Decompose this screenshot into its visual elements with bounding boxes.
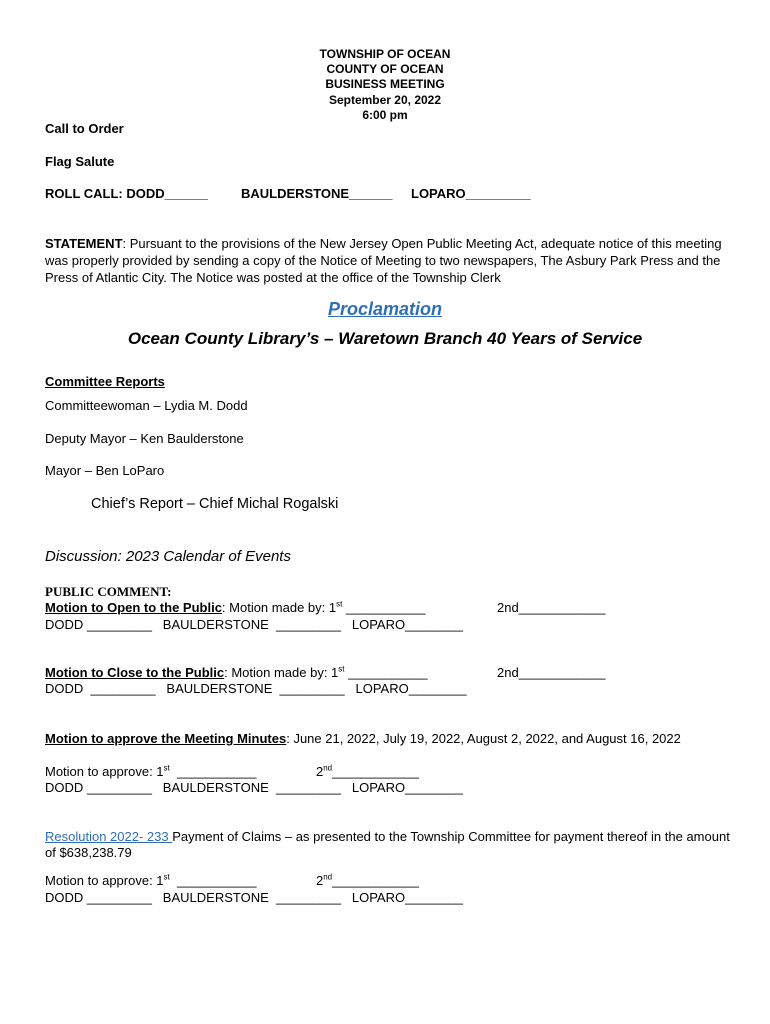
proclamation-title: Ocean County Library’s – Waretown Branch 40 Years of Service [127, 329, 643, 348]
statement-text: : Pursuant to the provisions of the New Jersey Open Public Meeting Act, adequate notice of this meeting was properly provided by sending a copy of the Notice of Meeting to two newspapers, The Asbury Park Press and the Press of Atlantic City. The Notice was posted at the office of the Township Clerk [45, 236, 722, 285]
motion-open-vote: DODD _________ BAULDERSTONE _________ LOPARO________ [45, 617, 463, 632]
motion-close-made-by: : Motion made by: 1 [224, 665, 339, 680]
resolution-first-blank: ___________ [169, 873, 257, 888]
motion-open-second: 2nd____________ [497, 600, 606, 615]
motion-open-first-blank: ___________ [342, 600, 426, 615]
call-to-order: Call to Order [45, 121, 124, 136]
motion-close-line [45, 665, 428, 680]
minutes-first-sup: st [163, 763, 170, 773]
motion-close-first-sup: st [338, 664, 345, 674]
minutes-vote: DODD _________ BAULDERSTONE _________ LOPARO________ [45, 780, 463, 795]
resolution-vote: DODD _________ BAULDERSTONE _________ LOPARO________ [45, 890, 463, 905]
resolution-second-prefix: 2 [316, 873, 324, 888]
motion-open-made-by: : Motion made by: 1 [221, 600, 337, 615]
resolution-second-blank: ____________ [332, 873, 419, 888]
motion-open-line [45, 600, 425, 615]
minutes-second-line [316, 764, 419, 779]
motion-close-first-blank: ___________ [344, 665, 428, 680]
motion-open-label: Motion to Open to the Public [45, 600, 222, 615]
roll-call-baulderstone: BAULDERSTONE______ [241, 186, 393, 201]
meeting-header [250, 47, 520, 123]
motion-close-vote: DODD _________ BAULDERSTONE _________ LOPARO________ [45, 681, 467, 696]
resolution-paragraph [45, 829, 735, 861]
resolution-text: Payment of Claims – as presented to the Township Committee for payment thereof in the amount of $638,238.79 [45, 829, 730, 860]
minutes-first-blank: ___________ [169, 764, 257, 779]
resolution-second-sup: nd [323, 872, 333, 882]
committee-report-baulderstone: Deputy Mayor – Ken Baulderstone [45, 431, 244, 446]
minutes-label: Motion to approve the Meeting Minutes [45, 731, 287, 746]
minutes-second-sup: nd [323, 763, 333, 773]
minutes-paragraph [45, 731, 735, 747]
motion-close-second: 2nd____________ [497, 665, 606, 680]
header-meeting-type: BUSINESS MEETING [325, 77, 445, 92]
motion-close-label: Motion to Close to the Public [45, 665, 225, 680]
committee-report-loparo: Mayor – Ben LoParo [45, 463, 165, 478]
committee-reports-heading: Committee Reports [45, 374, 165, 389]
resolution-link[interactable]: Resolution 2022- 233 [45, 829, 173, 844]
discussion-item: Discussion: 2023 Calendar of Events [45, 548, 291, 565]
flag-salute: Flag Salute [45, 154, 115, 169]
header-county: COUNTY OF OCEAN [326, 62, 444, 77]
minutes-approve-line [45, 764, 257, 779]
statement-paragraph [45, 235, 735, 286]
resolution-approve-line [45, 873, 257, 888]
roll-call-dodd: ROLL CALL: DODD______ [45, 186, 209, 201]
chief-report: Chief’s Report – Chief Michal Rogalski [91, 496, 339, 512]
resolution-approve-label: Motion to approve: 1 [45, 873, 164, 888]
statement-label: STATEMENT [45, 236, 123, 251]
header-township: TOWNSHIP OF OCEAN [319, 47, 451, 61]
resolution-second-line [316, 873, 419, 888]
header-date: September 20, 2022 [328, 92, 442, 107]
minutes-approve-label: Motion to approve: 1 [45, 764, 164, 779]
proclamation-heading: Proclamation [327, 299, 443, 319]
resolution-first-sup: st [163, 872, 170, 882]
public-comment-heading: PUBLIC COMMENT: [45, 584, 172, 599]
minutes-second-prefix: 2 [316, 764, 324, 779]
minutes-dates: : June 21, 2022, July 19, 2022, August 2, 2022, and August 16, 2022 [286, 731, 681, 746]
header-time: 6:00 pm [362, 107, 408, 122]
committee-report-dodd: Committeewoman – Lydia M. Dodd [45, 398, 248, 413]
minutes-second-blank: ____________ [332, 764, 419, 779]
roll-call-loparo: LOPARO_________ [411, 186, 531, 201]
motion-open-first-sup: st [336, 599, 343, 609]
